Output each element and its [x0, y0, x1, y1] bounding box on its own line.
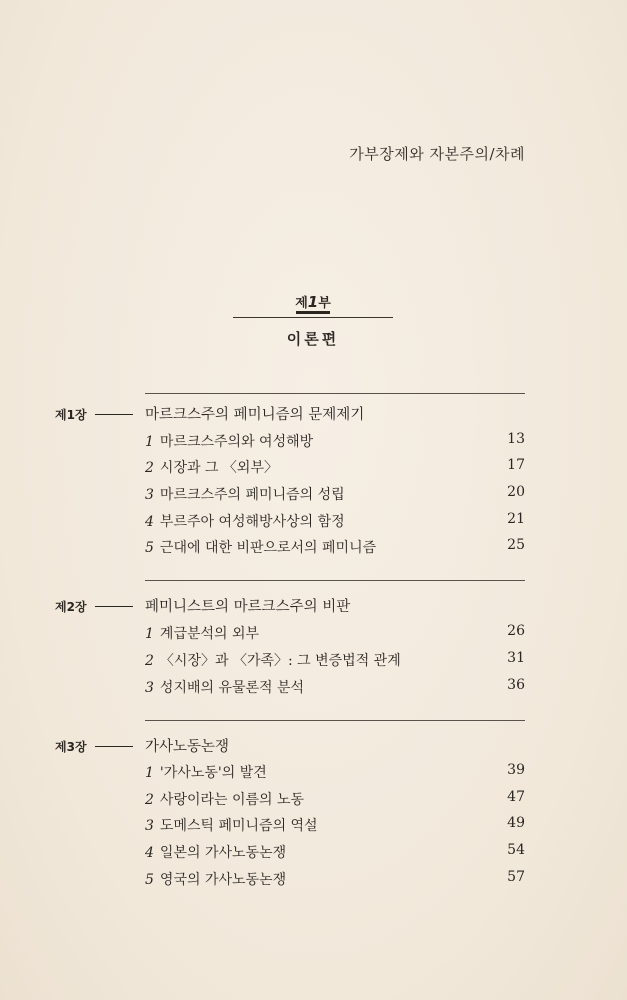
- entry-page: 47: [507, 789, 525, 805]
- entry-page: 54: [507, 842, 525, 858]
- chapter-rule: [145, 580, 525, 581]
- toc-entry[interactable]: [145, 789, 525, 809]
- part-prefix: 제: [295, 296, 308, 311]
- toc-entry[interactable]: [145, 762, 525, 782]
- part-title: 이론편: [286, 330, 340, 348]
- entry-number: 3: [145, 487, 154, 503]
- toc-entry[interactable]: [145, 511, 525, 531]
- entry-number: 4: [145, 514, 154, 530]
- chapter-dash: [95, 746, 133, 747]
- entry-number: 3: [145, 680, 154, 696]
- part-number: 1: [307, 293, 319, 311]
- entry-page: 20: [507, 484, 525, 500]
- running-head: 가부장제와 자본주의/차례: [349, 145, 525, 163]
- toc-entry[interactable]: [145, 623, 525, 643]
- toc-entry[interactable]: [145, 869, 525, 889]
- chapter-dash: [95, 606, 133, 607]
- entry-page: 31: [507, 650, 525, 666]
- entry-number: 5: [145, 872, 154, 888]
- entry-title: 마르크스주의 페미니즘의 성립: [159, 487, 345, 503]
- chapter-label: 제2장: [55, 600, 87, 614]
- entry-page: 39: [507, 762, 525, 778]
- entry-title: 계급분석의 외부: [159, 626, 260, 642]
- entry-number: 2: [145, 460, 154, 476]
- entry-title: 근대에 대한 비판으로서의 페미니즘: [159, 540, 377, 556]
- entry-title: 영국의 가사노동논쟁: [159, 872, 287, 888]
- entry-number: 5: [145, 540, 154, 556]
- chapter-label: 제1장: [55, 408, 87, 422]
- chapter-rule: [145, 393, 525, 394]
- entry-number: 1: [145, 434, 154, 450]
- entry-number: 2: [145, 792, 154, 808]
- toc-entry[interactable]: [145, 650, 525, 670]
- toc-entry[interactable]: [145, 537, 525, 557]
- entry-title: 시장과 그 〈외부〉: [159, 460, 278, 476]
- chapter-title: 가사노동논쟁: [145, 739, 230, 755]
- entry-page: 26: [507, 623, 525, 639]
- entry-page: 49: [507, 815, 525, 831]
- entry-number: 1: [145, 626, 154, 642]
- toc-entry[interactable]: [145, 815, 525, 835]
- entry-title: 일본의 가사노동논쟁: [159, 845, 287, 861]
- part-heading: [203, 292, 423, 349]
- entry-page: 13: [507, 431, 525, 447]
- entry-page: 36: [507, 677, 525, 693]
- chapter-label: 제3장: [55, 740, 87, 754]
- entry-number: 2: [145, 653, 154, 669]
- part-label: [289, 292, 337, 313]
- entry-title: 사랑이라는 이름의 노동: [159, 792, 305, 808]
- toc-entry[interactable]: [145, 842, 525, 862]
- entry-number: 3: [145, 818, 154, 834]
- entry-title: 〈시장〉과 〈가족〉: 그 변증법적 관계: [159, 653, 401, 669]
- toc-entry[interactable]: [145, 457, 525, 477]
- entry-page: 17: [507, 457, 525, 473]
- entry-title: 도메스틱 페미니즘의 역설: [159, 818, 318, 834]
- entry-page: 25: [507, 537, 525, 553]
- entry-page: 57: [507, 869, 525, 885]
- entry-title: 마르크스주의와 여성해방: [159, 434, 314, 450]
- chapter-title: 마르크스주의 페미니즘의 문제제기: [145, 407, 365, 423]
- entry-number: 1: [145, 765, 154, 781]
- entry-title: 성지배의 유물론적 분석: [159, 680, 305, 696]
- chapter-title: 페미니스트의 마르크스주의 비판: [145, 599, 351, 615]
- part-rule: [233, 317, 393, 318]
- entry-title: '가사노동'의 발견: [159, 765, 267, 781]
- part-suffix: 부: [318, 296, 331, 311]
- chapter-dash: [95, 414, 133, 415]
- toc-entry[interactable]: [145, 431, 525, 451]
- toc-entry[interactable]: [145, 484, 525, 504]
- entry-page: 21: [507, 511, 525, 527]
- toc-entry[interactable]: [145, 677, 525, 697]
- entry-title: 부르주아 여성해방사상의 함정: [159, 514, 345, 530]
- entry-number: 4: [145, 845, 154, 861]
- chapter-rule: [145, 720, 525, 721]
